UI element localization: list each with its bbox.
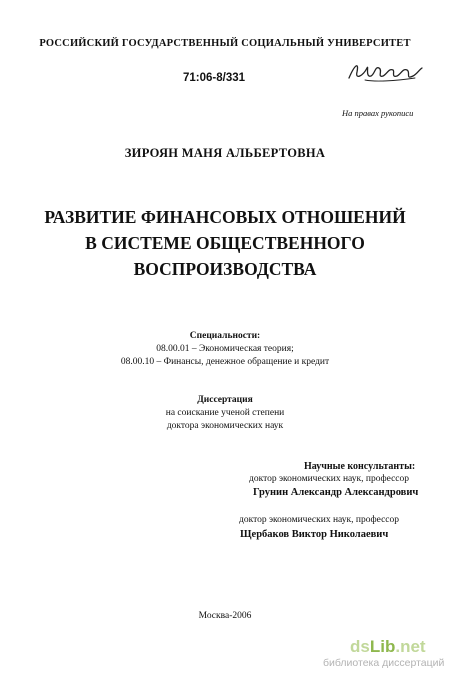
degree-line: на соискание ученой степени xyxy=(165,408,285,418)
consultant-degree: доктор экономических наук, профессор xyxy=(249,474,410,484)
specialty-block xyxy=(0,330,450,369)
title-line-3: ВОСПРОИЗВОДСТВА xyxy=(133,259,317,279)
watermark-logo xyxy=(350,637,426,657)
dissertation-title xyxy=(0,204,450,282)
author-name: ЗИРОЯН МАНЯ АЛЬБЕРТОВНА xyxy=(124,146,326,160)
specialty-item: 08.00.10 – Финансы, денежное обращение и кредит xyxy=(120,357,330,367)
logo-part: .net xyxy=(395,637,426,656)
specialty-item: 08.00.01 – Экономическая теория; xyxy=(156,344,294,354)
university-name: РОССИЙСКИЙ ГОСУДАРСТВЕННЫЙ СОЦИАЛЬНЫЙ УНИВЕРСИТЕТ xyxy=(39,38,411,49)
consultant-degree: доктор экономических наук, профессор xyxy=(239,515,400,525)
place-year: Москва-2006 xyxy=(198,611,252,621)
logo-part: Lib xyxy=(369,637,396,656)
consultant-name: Щербаков Виктор Николаевич xyxy=(240,529,389,540)
handwritten-signature xyxy=(345,56,425,88)
degree-line: доктора экономических наук xyxy=(166,421,284,431)
catalog-code: 71:06-8/331 xyxy=(183,72,246,84)
title-line-2: В СИСТЕМЕ ОБЩЕСТВЕННОГО xyxy=(85,233,365,253)
watermark-subtitle: библиотека диссертаций xyxy=(323,657,445,669)
consultants-heading: Научные консультанты: xyxy=(304,461,416,472)
rights-note: На правах рукописи xyxy=(342,108,414,118)
specialty-heading: Специальности: xyxy=(189,331,261,341)
title-line-1: РАЗВИТИЕ ФИНАНСОВЫХ ОТНОШЕНИЙ xyxy=(44,207,406,227)
dissertation-block xyxy=(0,394,450,433)
dissertation-heading: Диссертация xyxy=(197,395,253,405)
logo-part: ds xyxy=(350,637,370,656)
consultant-name: Грунин Александр Александрович xyxy=(253,487,419,498)
